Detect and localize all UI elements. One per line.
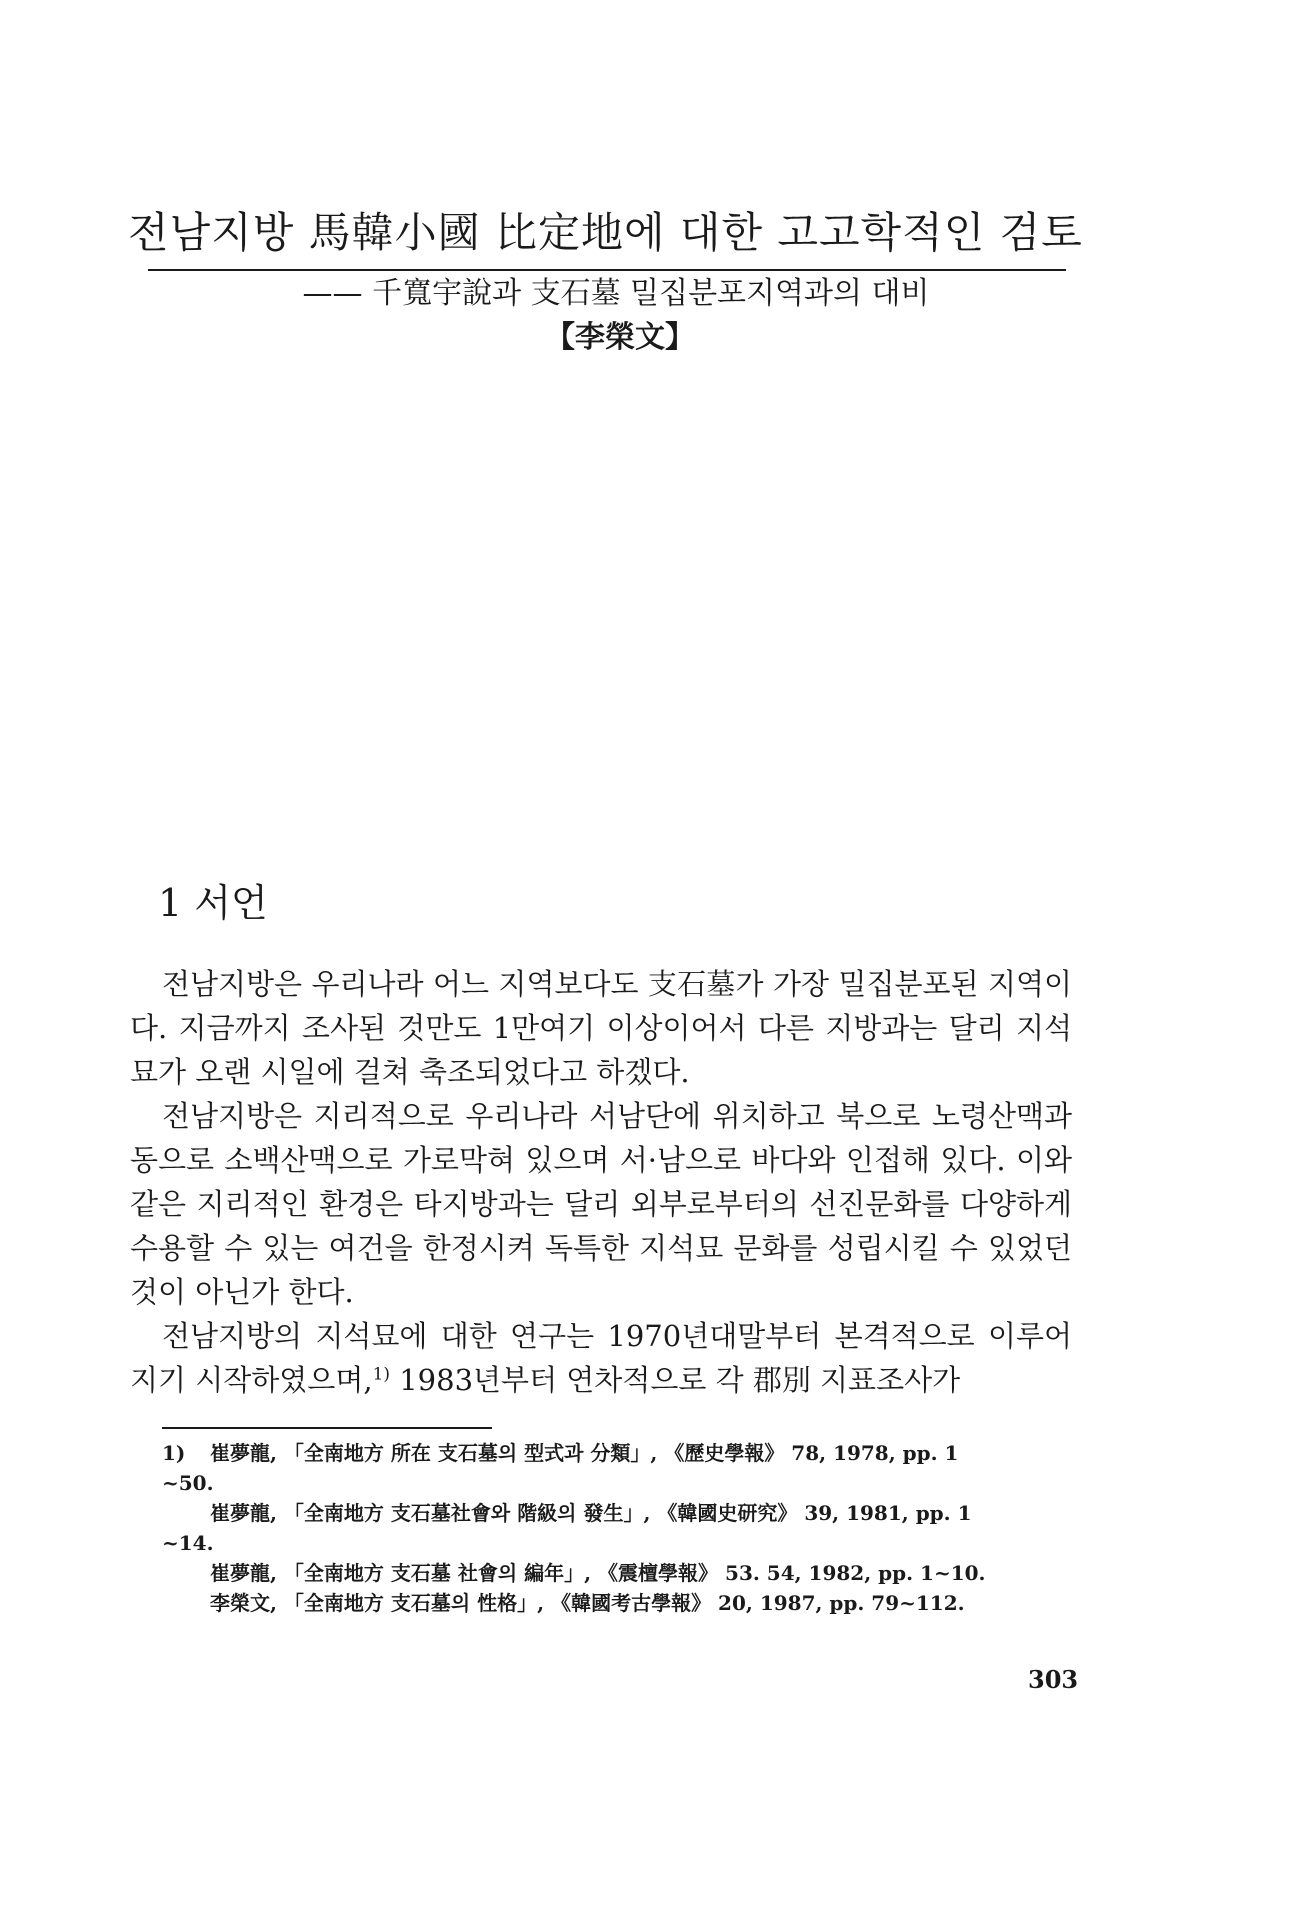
paragraph-3-continued: 1983년부터 연차적으로 각 郡別 지표조사가 (390, 1363, 961, 1397)
footnote-entry (162, 1438, 1072, 1468)
footnote-citation: 李榮文, 「全南地方 支石墓의 性格」, 《韓國考古學報》 20, 1987, pp. 79~112. (210, 1591, 965, 1615)
footnote-continuation: ~14. (162, 1531, 214, 1555)
footnote-citation: 崔夢龍, 「全南地方 支石墓 社會의 編年」, 《震檀學報》 53. 54, 1982, pp. 1~10. (210, 1561, 986, 1585)
footnote-citation: 崔夢龍, 「全南地方 所在 支石墓의 型式과 分類」, 《歷史學報》 78, 1978, pp. 1 (210, 1441, 959, 1465)
body-text (130, 962, 1072, 1402)
article-title: 전남지방 馬韓小國 比定地에 대한 고고학적인 검토 (128, 208, 1083, 257)
section-heading: 1 서언 (158, 881, 268, 925)
footnote-reference: 1) (372, 1364, 391, 1385)
page-number: 303 (1028, 1665, 1079, 1694)
author-name: 【李榮文】 (545, 320, 695, 355)
title-underline (148, 269, 1066, 271)
paragraph-1: 전남지방은 우리나라 어느 지역보다도 支石墓가 가장 밀집분포된 지역이다. 지금까지 조사된 것만도 1만여기 이상이어서 다른 지방과는 달리 지석묘가 오랜 시일에 걸쳐 축조되었다고 하겠다. (130, 967, 1072, 1089)
footnote-citation: 崔夢龍, 「全南地方 支石墓社會와 階級의 發生」, 《韓國史研究》 39, 1981, pp. 1 (210, 1501, 972, 1525)
footnote-separator (162, 1427, 492, 1429)
paragraph-3 (130, 1314, 1072, 1402)
footnote-continuation: ~50. (162, 1471, 214, 1495)
footnote-marker: 1) (162, 1441, 186, 1465)
paragraph-3-text: 전남지방의 지석묘에 대한 연구는 1970년대말부터 본격적으로 이루어지기 시작하였으며, (130, 1319, 1072, 1397)
paragraph-2: 전남지방은 지리적으로 우리나라 서남단에 위치하고 북으로 노령산맥과 동으로 소백산맥으로 가로막혀 있으며 서·남으로 바다와 인접해 있다. 이와 같은 지리적인 환경은 타지방과는 달리 외부로부터의 선진문화를 다양하게 수용할 수 있는 여건을 한정시켜 독특한 지석묘 문화를 성립시킬 수 있었던 것이 아닌가 한다. (130, 1099, 1072, 1309)
footnotes (162, 1438, 1072, 1618)
article-subtitle: —— 千寬宇說과 支石墓 밀집분포지역과의 대비 (302, 276, 930, 311)
